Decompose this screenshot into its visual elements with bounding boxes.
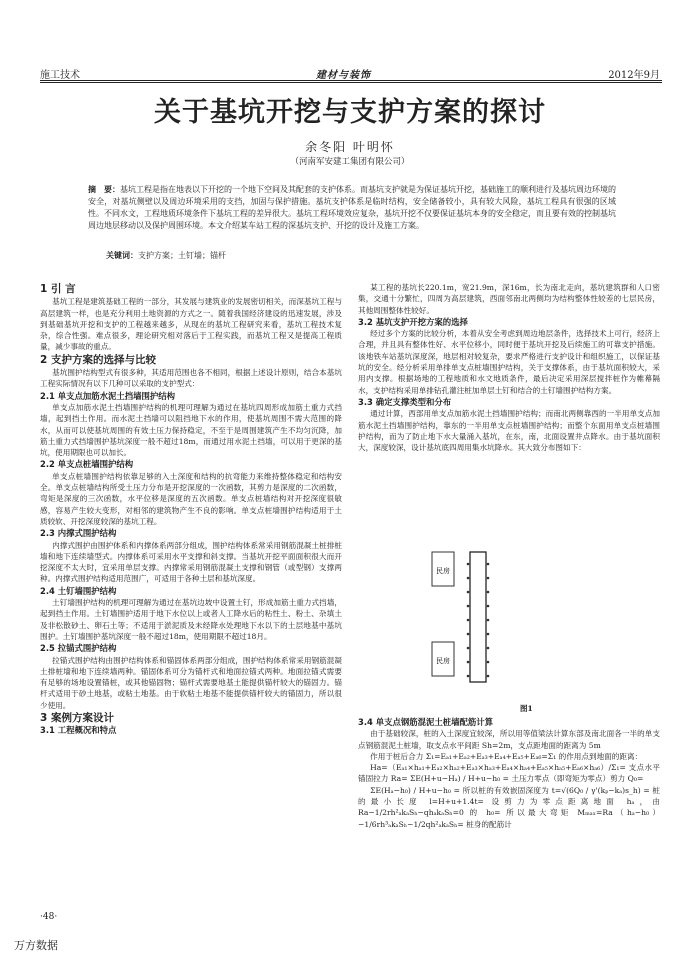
section-heading: 3 案例方案设计 <box>40 711 114 724</box>
paragraph: 基坑围护结构型式有很多种，其适用范围也各不相同，根据上述设计原则，结合本基坑工程实际情况有以下几种可以采取的支护型式： <box>40 368 342 389</box>
paragraph: 单支点桩墙围护结构依靠足够的入土深度和结构的抗弯能力来维持整体稳定和结构安全。单支点桩墙结构所受土压力分布是开挖深度的一次函数，其剪力是深度的二次函数，弯矩是深度的三次函数，水平位移是深度的五次函数。单支点桩墙结构对开挖深度很敏感，容易产生较大变形，对相邻的建筑物产生不良的影响。单支点桩墙围护结构适用于土质较软、开挖深度较深的基坑工程。 <box>40 471 342 526</box>
page-number: ·48· <box>40 912 58 922</box>
subsection-heading: 3.3 确定支撑类型和分布 <box>358 396 452 407</box>
header-rule-bottom <box>40 82 662 83</box>
paragraph: 基坑工程是建筑基础工程的一部分，其发展与建筑业的发展密切相关，而深基坑工程与高层建筑一样，也是充分利用土地资源的方式之一。随着我国经济建设的迅速发展，涉及到基础基坑开挖和支护的工程越来越多，从现在的基坑工程研究来看，基坑工程技术复杂，综合性强。难点很多，理论研究相对落后于工程实践，而基坑工程又是提高工程质量，减少事故的重点。 <box>40 297 342 352</box>
section-heading: 1 引 言 <box>40 283 76 295</box>
paragraph: 某工程的基坑长220.1m，宽21.9m，深16m，长为南北走向，基坑建筑群和人口密集，交通十分繁忙，四周为高层建筑，西面邻南北两侧均为结构整体性较差的七层民房，其他周围整体性较好。 <box>358 283 660 315</box>
subsection-heading: 3.2 基坑支护开挖方案的选择 <box>358 316 468 327</box>
paragraph: 土钉墙围护结构的机理可理解为通过在基坑边坡中设置土钉，形成加筋土重力式挡墙，起到挡土作用。土钉墙围护适用于地下水位以上或者人工降水后的粘性土、粉土、杂填土及非松散砂土、卵石土等；不适用于淤泥质及未经降水处理地下水以下的土层地基中基坑围护。土钉墙围护基坑深度一般不超过18m，使用期限不超过18月。 <box>40 598 342 641</box>
figure-label-building-2: 民房 <box>436 657 450 665</box>
subsection-heading: 3.1 工程概况和特点 <box>40 725 117 736</box>
header-date: 2012年9月 <box>608 70 660 81</box>
header-journal-section: 施工技术 <box>40 70 80 81</box>
right-column-bottom <box>358 716 660 830</box>
keywords <box>106 250 226 261</box>
abstract <box>88 184 616 232</box>
site-layout-figure <box>430 550 640 684</box>
figure-label-building-1: 民房 <box>436 567 450 575</box>
abstract-label: 摘 要： <box>88 185 120 194</box>
subsection-heading: 2.5 拉锚式围护结构 <box>40 643 117 654</box>
paragraph: 内撑式围护由围护体系和内撑体系两部分组成，围护结构体系常采用钢筋混凝土桩排桩墙和地下连续墙型式。内撑体系可采用水平支撑和斜支撑。当基坑开挖平面面积很大而开挖深度不太大时，宜采用单层支撑。内撑常采用钢筋混凝土支撑和钢管（或型钢）支撑两种。内撑式围护结构适用范围广，可适用于各种土层和基坑深度。 <box>40 540 342 584</box>
subsection-heading: 3.4 单支点钢筋混泥土桩墙配筋计算 <box>358 717 494 727</box>
paragraph: 拉锚式围护结构由围护结构体系和锚固体系两部分组成，围护结构体系常采用钢筋混凝土排桩墙和地下连续墙两种。锚固体系可分为锚杆式和地面拉锚式两种。地面拉锚式需要有足够的场地设置锚桩，或其他锚固物；锚杆式需要地基土能提供锚杆较大的锚固力。锚杆式适用于砂土地基，或粘土地基。由于软粘土地基不能提供锚杆较大的锚固力，所以很少使用。 <box>40 655 342 710</box>
excavation-pit-outline <box>470 552 486 682</box>
paragraph: 作用于桩后合力 Σ₁=Eₐ₁+Eₐ₂+Eₐ₃+Eₐ₄+Eₐ₅+Eₐ₆=Σ₁ 的作用点到地面的距离： <box>370 751 643 761</box>
abstract-text: 基坑工程是指在地表以下开挖的一个地下空间及其配套的支护体系。而基坑支护就是为保证基坑开挖，基础施工的顺利进行及基坑周边环境的安全，对基坑侧壁以及周边环境采用的支挡，加固与保护措施。基坑支护体系是临时结构，安全储备较小，具有较大风险，基坑工程具有很强的区域性。不同水文，工程地质环境条件下基坑工程的差异很大。基坑工程环境效应复杂，基坑开挖不仅要保证基坑本身的安全稳定，而且要有效的控制基坑周边地层移动以及保护周围环境。本文介绍某车站工程的深基坑支护、开挖的设计及施工方案。 <box>88 185 616 230</box>
section-heading: 2 支护方案的选择与比较 <box>40 353 156 366</box>
subsection-heading: 2.4 土钉墙围护结构 <box>40 585 117 596</box>
affiliation: （河南军安建工集团有限公司） <box>290 157 410 167</box>
authors: 余冬阳 叶明怀 <box>305 140 395 154</box>
paragraph: 单支点加筋水泥土挡墙围护结构的机理可理解为通过在基坑四周形成加筋土重力式挡墙，起到挡土作用。而水泥土挡墙可以阻挡地下水的作用，使基坑周围不需大范围的降水，从而可以使基坑周围的有效土压力保持稳定，不至于是周围建筑产生不均匀沉降，加筋土重力式挡墙围护基坑深度一般不超过18m，而通过用水泥土挡墙，可以用于更深的基坑，使用期限也可以加长。 <box>40 402 342 458</box>
paragraph: 经过多个方案的比较分析，本着从安全考虑到周边地层条件，选择技术上可行，经济上合理，并且具有整体性好、水平位移小，同时便于基坑开挖及后续施工的可靠支护措施。该地铁车站基坑深度深，地层相对较复杂，要求严格进行支护设计和组织施工，以保证基坑的安全。经分析采用单排单支点桩墙围护结构，关于支撑体系，由于基坑面积较大，采用内支撑。根据场地的工程地质和水文地质条件，最后决定采用深层搅拌桩作为帷幕隔水，支护结构采用单排钻孔灌注桩加单层土钉和结合的土钉墙围护结构方案。 <box>358 329 660 395</box>
keywords-text: 支护方案；土钉墙；锚杆 <box>138 251 226 260</box>
right-column-top <box>358 282 660 453</box>
keywords-label: 关键词： <box>106 250 138 260</box>
subsection-heading: 2.1 单支点加筋水泥土挡墙围护结构 <box>40 390 176 401</box>
footer-watermark: 万方数据 <box>14 939 58 952</box>
paper-title: 关于基坑开挖与支护方案的探讨 <box>154 97 546 128</box>
formula-paragraph: ΣE(Hₐ−h₀) / H+u−h₀ = 所以桩的有效嵌固深度为 t=√(6Q₀ / γ'(kₚ−kₐ)s_h) = 桩的最小长度 l=H+u+1.4t= 设剪力为零点距离地面 hₐ，由 Ra−1/2rh²ₐkₐSₕ−qhₐkₐSₕ=0 的 h₀= 所以最大弯矩 Mₘₐₓ=Ra（hₐ−h₀）−1/6rh³ₐkₐSₕ−1/2qh²ₐkₐSₕ= 桩身的配筋计 <box>358 785 660 829</box>
figure-caption: 图1 <box>520 704 533 713</box>
subsection-heading: 2.3 内撑式围护结构 <box>40 528 117 539</box>
formula-paragraph: Ha=（Eₐ₁×hₐ₁+Eₐ₂×hₐ₂+Eₐ₃×hₐ₃+Eₐ₄×hₐ₄+Eₐ₅×hₐ₅+Eₐ₆×hₐ₆）/Σ₁= 支点水平锚固拉力 Ra= ΣE(H+u−Hₐ) / H+u−h₀ = 土压力零点（即弯矩为零点）剪力 Q₀= <box>358 763 660 784</box>
header-rule-top <box>40 80 662 81</box>
paragraph: 通过计算，西部用单支点加筋水泥土挡墙围护结构；而南北两侧靠西的一半用单支点加筋水泥土挡墙围护结构，靠东的一半用单支点桩墙围护结构；而整个东面用单支点桩墙围护结构，而为了防止地下水大量涌入基坑，在东，南，北面设置井点降水。由于基坑面积大，深度较深，设计基坑底四周用集水坑降水。其大致分布图如下： <box>358 409 660 453</box>
paragraph: 由于基础较深，桩的入土深度宜较深，所以用等值梁法计算东部及南北面各一半的单支点钢筋混泥土桩墙，取支点水平间距 Sh=2m，支点距地面的距离为 5m <box>358 729 660 750</box>
header-journal-name: 建材与装饰 <box>316 70 371 81</box>
subsection-heading: 2.2 单支点桩墙围护结构 <box>40 459 134 470</box>
left-column <box>40 282 342 737</box>
